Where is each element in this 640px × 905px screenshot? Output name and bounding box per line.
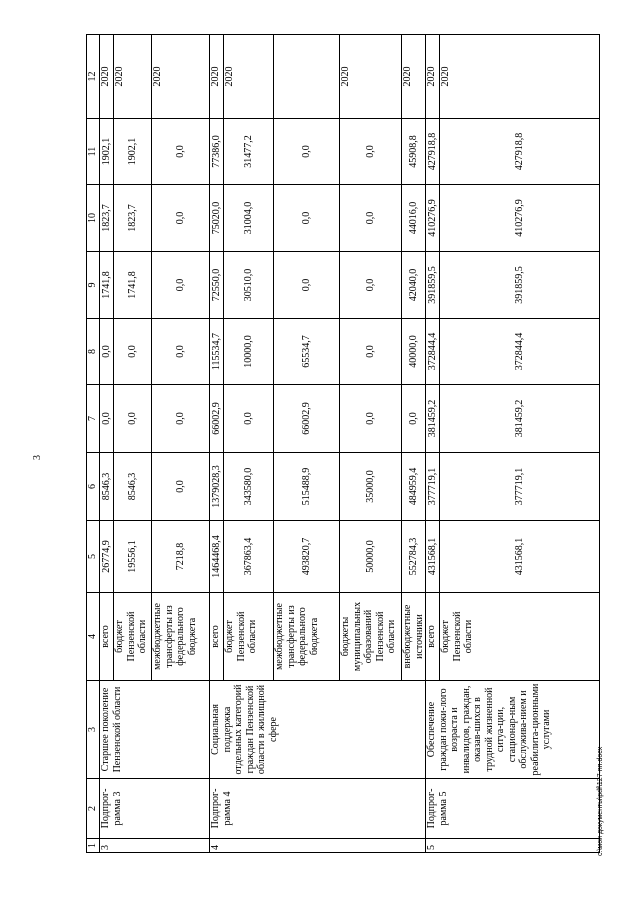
amount-cell: 0,0 [152,185,210,252]
amount-cell: 0,0 [100,385,114,453]
amount-cell: 45908,8 [402,119,426,185]
amount-cell: 1823,7 [114,185,152,252]
table-row [426,35,440,853]
amount-cell: 391859,5 [426,252,440,319]
amount-cell: 1741,8 [114,252,152,319]
table-row [100,35,114,853]
year-cell: 2020 [426,35,440,119]
year-cell: 2020 [340,35,402,119]
funding-source: всего [100,593,114,681]
amount-cell: 0,0 [274,185,340,252]
budget-table [86,34,600,853]
amount-cell: 8546,3 [100,453,114,521]
amount-cell: 0,0 [152,119,210,185]
amount-cell: 1379028,3 [210,453,224,521]
header-cell: 10 [87,185,100,252]
amount-cell: 0,0 [152,453,210,521]
subprogram-name: Подпрог-рамма 5 [426,779,600,839]
header-cell: 8 [87,319,100,385]
amount-cell: 431568,1 [440,521,600,593]
amount-cell: 50000,0 [340,521,402,593]
table-row [210,35,224,853]
amount-cell: 40000,0 [402,319,426,385]
funding-source: межбюджетные трансферты из федерального бюджета [152,593,210,681]
funding-source: бюджет Пензенской области [224,593,274,681]
amount-cell: 75020,0 [210,185,224,252]
funding-source: всего [426,593,440,681]
funding-source: бюджет Пензенской области [440,593,600,681]
amount-cell: 381459,2 [426,385,440,453]
amount-cell: 1823,7 [100,185,114,252]
amount-cell: 343580,0 [224,453,274,521]
amount-cell: 44016,0 [402,185,426,252]
year-cell [274,35,340,119]
amount-cell: 484959,4 [402,453,426,521]
amount-cell: 0,0 [340,119,402,185]
amount-cell: 0,0 [402,385,426,453]
year-cell: 2020 [210,35,224,119]
header-cell: 7 [87,385,100,453]
header-cell: 6 [87,453,100,521]
header-cell: 1 [87,839,100,853]
year-cell: 2020 [224,35,274,119]
amount-cell: 410276,9 [426,185,440,252]
row-number: 3 [100,839,210,853]
amount-cell: 0,0 [100,319,114,385]
amount-cell: 0,0 [114,385,152,453]
funding-source: бюджет Пензенской области [114,593,152,681]
amount-cell: 552784,3 [402,521,426,593]
header-row [87,35,100,853]
funding-source: межбюджетные трансферты из федерального бюджета [274,593,340,681]
amount-cell: 0,0 [114,319,152,385]
amount-cell: 410276,9 [440,185,600,252]
funding-source: бюджеты муниципальных образований Пензенской области [340,593,402,681]
amount-cell: 19556,1 [114,521,152,593]
amount-cell: 0,0 [340,385,402,453]
amount-cell: 372844,4 [426,319,440,385]
header-cell: 9 [87,252,100,319]
amount-cell: 1741,8 [100,252,114,319]
year-cell: 2020 [100,35,114,119]
year-cell: 2020 [402,35,426,119]
amount-cell: 10000,0 [224,319,274,385]
header-cell: 3 [87,681,100,779]
funding-source: внебюджетные источники [402,593,426,681]
amount-cell: 1902,1 [100,119,114,185]
amount-cell: 77386,0 [210,119,224,185]
amount-cell: 66002,9 [274,385,340,453]
header-cell: 12 [87,35,100,119]
amount-cell: 431568,1 [426,521,440,593]
amount-cell: 30510,0 [224,252,274,319]
amount-cell: 1464468,4 [210,521,224,593]
amount-cell: 35000,0 [340,453,402,521]
amount-cell: 31477,2 [224,119,274,185]
amount-cell: 42040,0 [402,252,426,319]
amount-cell: 427918,8 [440,119,600,185]
amount-cell: 0,0 [152,385,210,453]
amount-cell: 0,0 [152,319,210,385]
row-number: 4 [210,839,426,853]
footer-path: c:\мои документы\pdf\127-пп.docx [597,746,604,856]
rotated-table-page [86,35,616,853]
amount-cell: 65534,7 [274,319,340,385]
header-cell: 11 [87,119,100,185]
amount-cell: 0,0 [274,119,340,185]
subprogram-title: Старшее поколение Пензенской области [100,681,210,779]
subprogram-title: Обеспечение граждан пожи-лого возраста и инвалидов, граждан, оказав-шихся в трудной жизненной ситуа-ции, стационар-ным обслужива-нием и реабилита-ционными услугами [426,681,600,779]
funding-source: всего [210,593,224,681]
amount-cell: 367863,4 [224,521,274,593]
amount-cell: 31004,0 [224,185,274,252]
header-cell: 2 [87,779,100,839]
amount-cell: 66002,9 [210,385,224,453]
amount-cell: 115534,7 [210,319,224,385]
amount-cell: 7218,8 [152,521,210,593]
amount-cell: 515488,9 [274,453,340,521]
amount-cell: 493820,7 [274,521,340,593]
amount-cell: 0,0 [274,252,340,319]
amount-cell: 72550,0 [210,252,224,319]
subprogram-name: Подпрог-рамма 4 [210,779,426,839]
subprogram-title: Социальная поддержка отдельных категорий граждан Пензенской области в жилищной сфере [210,681,426,779]
amount-cell: 0,0 [152,252,210,319]
amount-cell: 1902,1 [114,119,152,185]
amount-cell: 377719,1 [426,453,440,521]
amount-cell: 8546,3 [114,453,152,521]
amount-cell: 0,0 [224,385,274,453]
amount-cell: 377719,1 [440,453,600,521]
year-cell: 2020 [440,35,600,119]
amount-cell: 0,0 [340,185,402,252]
amount-cell: 372844,4 [440,319,600,385]
amount-cell: 427918,8 [426,119,440,185]
year-cell: 2020 [114,35,152,119]
amount-cell: 0,0 [340,319,402,385]
amount-cell: 381459,2 [440,385,600,453]
header-cell: 5 [87,521,100,593]
year-cell: 2020 [152,35,210,119]
page-number: 3 [32,455,43,460]
amount-cell: 26774,9 [100,521,114,593]
subprogram-name: Подпрог-рамма 3 [100,779,210,839]
amount-cell: 391859,5 [440,252,600,319]
amount-cell: 0,0 [340,252,402,319]
row-number: 5 [426,839,600,853]
header-cell: 4 [87,593,100,681]
